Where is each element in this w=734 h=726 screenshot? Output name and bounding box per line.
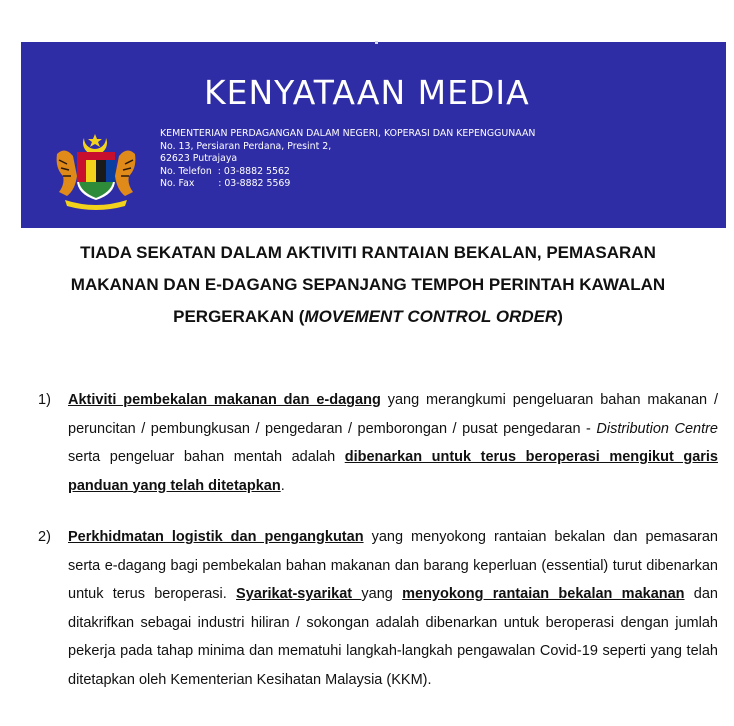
malaysia-coat-of-arms-icon bbox=[51, 132, 141, 214]
paragraph-1 bbox=[38, 386, 718, 500]
underlined-text: dibenarkan untuk terus beroperasi mengikut garis panduan yang telah ditetapkan bbox=[68, 449, 718, 494]
body-text: dan ditakrifkan sebagai industri hiliran / sokongan adalah dibenarkan untuk beroperasi dengan jumlah pekerja pada tahap minima dan mematuhi langkah-langkah pengawalan Covid-19 seperti yang telah ditetapkan oleh Kementerian Kesihatan Malaysia (KKM). bbox=[68, 586, 719, 688]
underlined-text: Perkhidmatan logistik dan pengangkutan bbox=[68, 529, 364, 545]
body-text: . bbox=[280, 477, 285, 494]
ministry-postcode: 62623 Putrajaya bbox=[160, 153, 238, 164]
paragraph-body bbox=[68, 523, 718, 694]
banner-title: KENYATAAN MEDIA bbox=[204, 73, 530, 112]
media-statement-banner bbox=[21, 42, 726, 228]
underlined-text: Syarikat-syarikat bbox=[236, 586, 362, 602]
ministry-name: KEMENTERIAN PERDAGANGAN DALAM NEGERI, KOPERASI DAN KEPENGGUNAAN bbox=[160, 128, 536, 139]
ministry-fax: No. Fax : 03-8882 5569 bbox=[160, 178, 291, 189]
underlined-text: menyokong rantaian bekalan makanan bbox=[402, 586, 685, 602]
headline-line-2: MAKANAN DAN E-DAGANG SEPANJANG TEMPOH PERINTAH KAWALAN bbox=[70, 275, 666, 294]
paragraph-number: 1) bbox=[38, 392, 51, 408]
ministry-contact-block bbox=[160, 128, 535, 191]
headline-line-3-prefix: PERGERAKAN ( bbox=[173, 307, 305, 326]
body-text: serta pengeluar bahan mentah adalah bbox=[68, 449, 345, 465]
ministry-telephone: No. Telefon : 03-8882 5562 bbox=[160, 165, 290, 177]
paragraph-2 bbox=[38, 523, 718, 694]
body-text: yang menyokong rantaian bekalan dan pemasaran serta e-dagang bagi pembekalan bahan makanan dan barang keperluan (essential) turut dibenarkan untuk terus beroperasi. bbox=[68, 529, 718, 602]
body-text: yang merangkumi pengeluaran bahan makanan / peruncitan / pembungkusan / pengedaran / pemborongan / pusat pengedaran - bbox=[68, 392, 718, 437]
banner-mark bbox=[375, 41, 378, 44]
underlined-text: Aktiviti pembekalan makanan dan e-dagang bbox=[68, 392, 381, 408]
italic-text: Distribution Centre bbox=[596, 420, 719, 437]
ministry-address-line: No. 13, Persiaran Perdana, Presint 2, bbox=[160, 140, 332, 152]
headline-line-3-italic: MOVEMENT CONTROL ORDER bbox=[304, 307, 558, 326]
statement-headline bbox=[18, 237, 718, 333]
paragraph-number: 2) bbox=[38, 529, 51, 545]
body-text: yang bbox=[361, 586, 403, 602]
headline-line-3-suffix: ) bbox=[557, 307, 563, 326]
paragraph-body bbox=[68, 386, 718, 500]
headline-line-3 bbox=[18, 301, 718, 333]
headline-line-1: TIADA SEKATAN DALAM AKTIVITI RANTAIAN BEKALAN, PEMASARAN bbox=[80, 243, 656, 262]
